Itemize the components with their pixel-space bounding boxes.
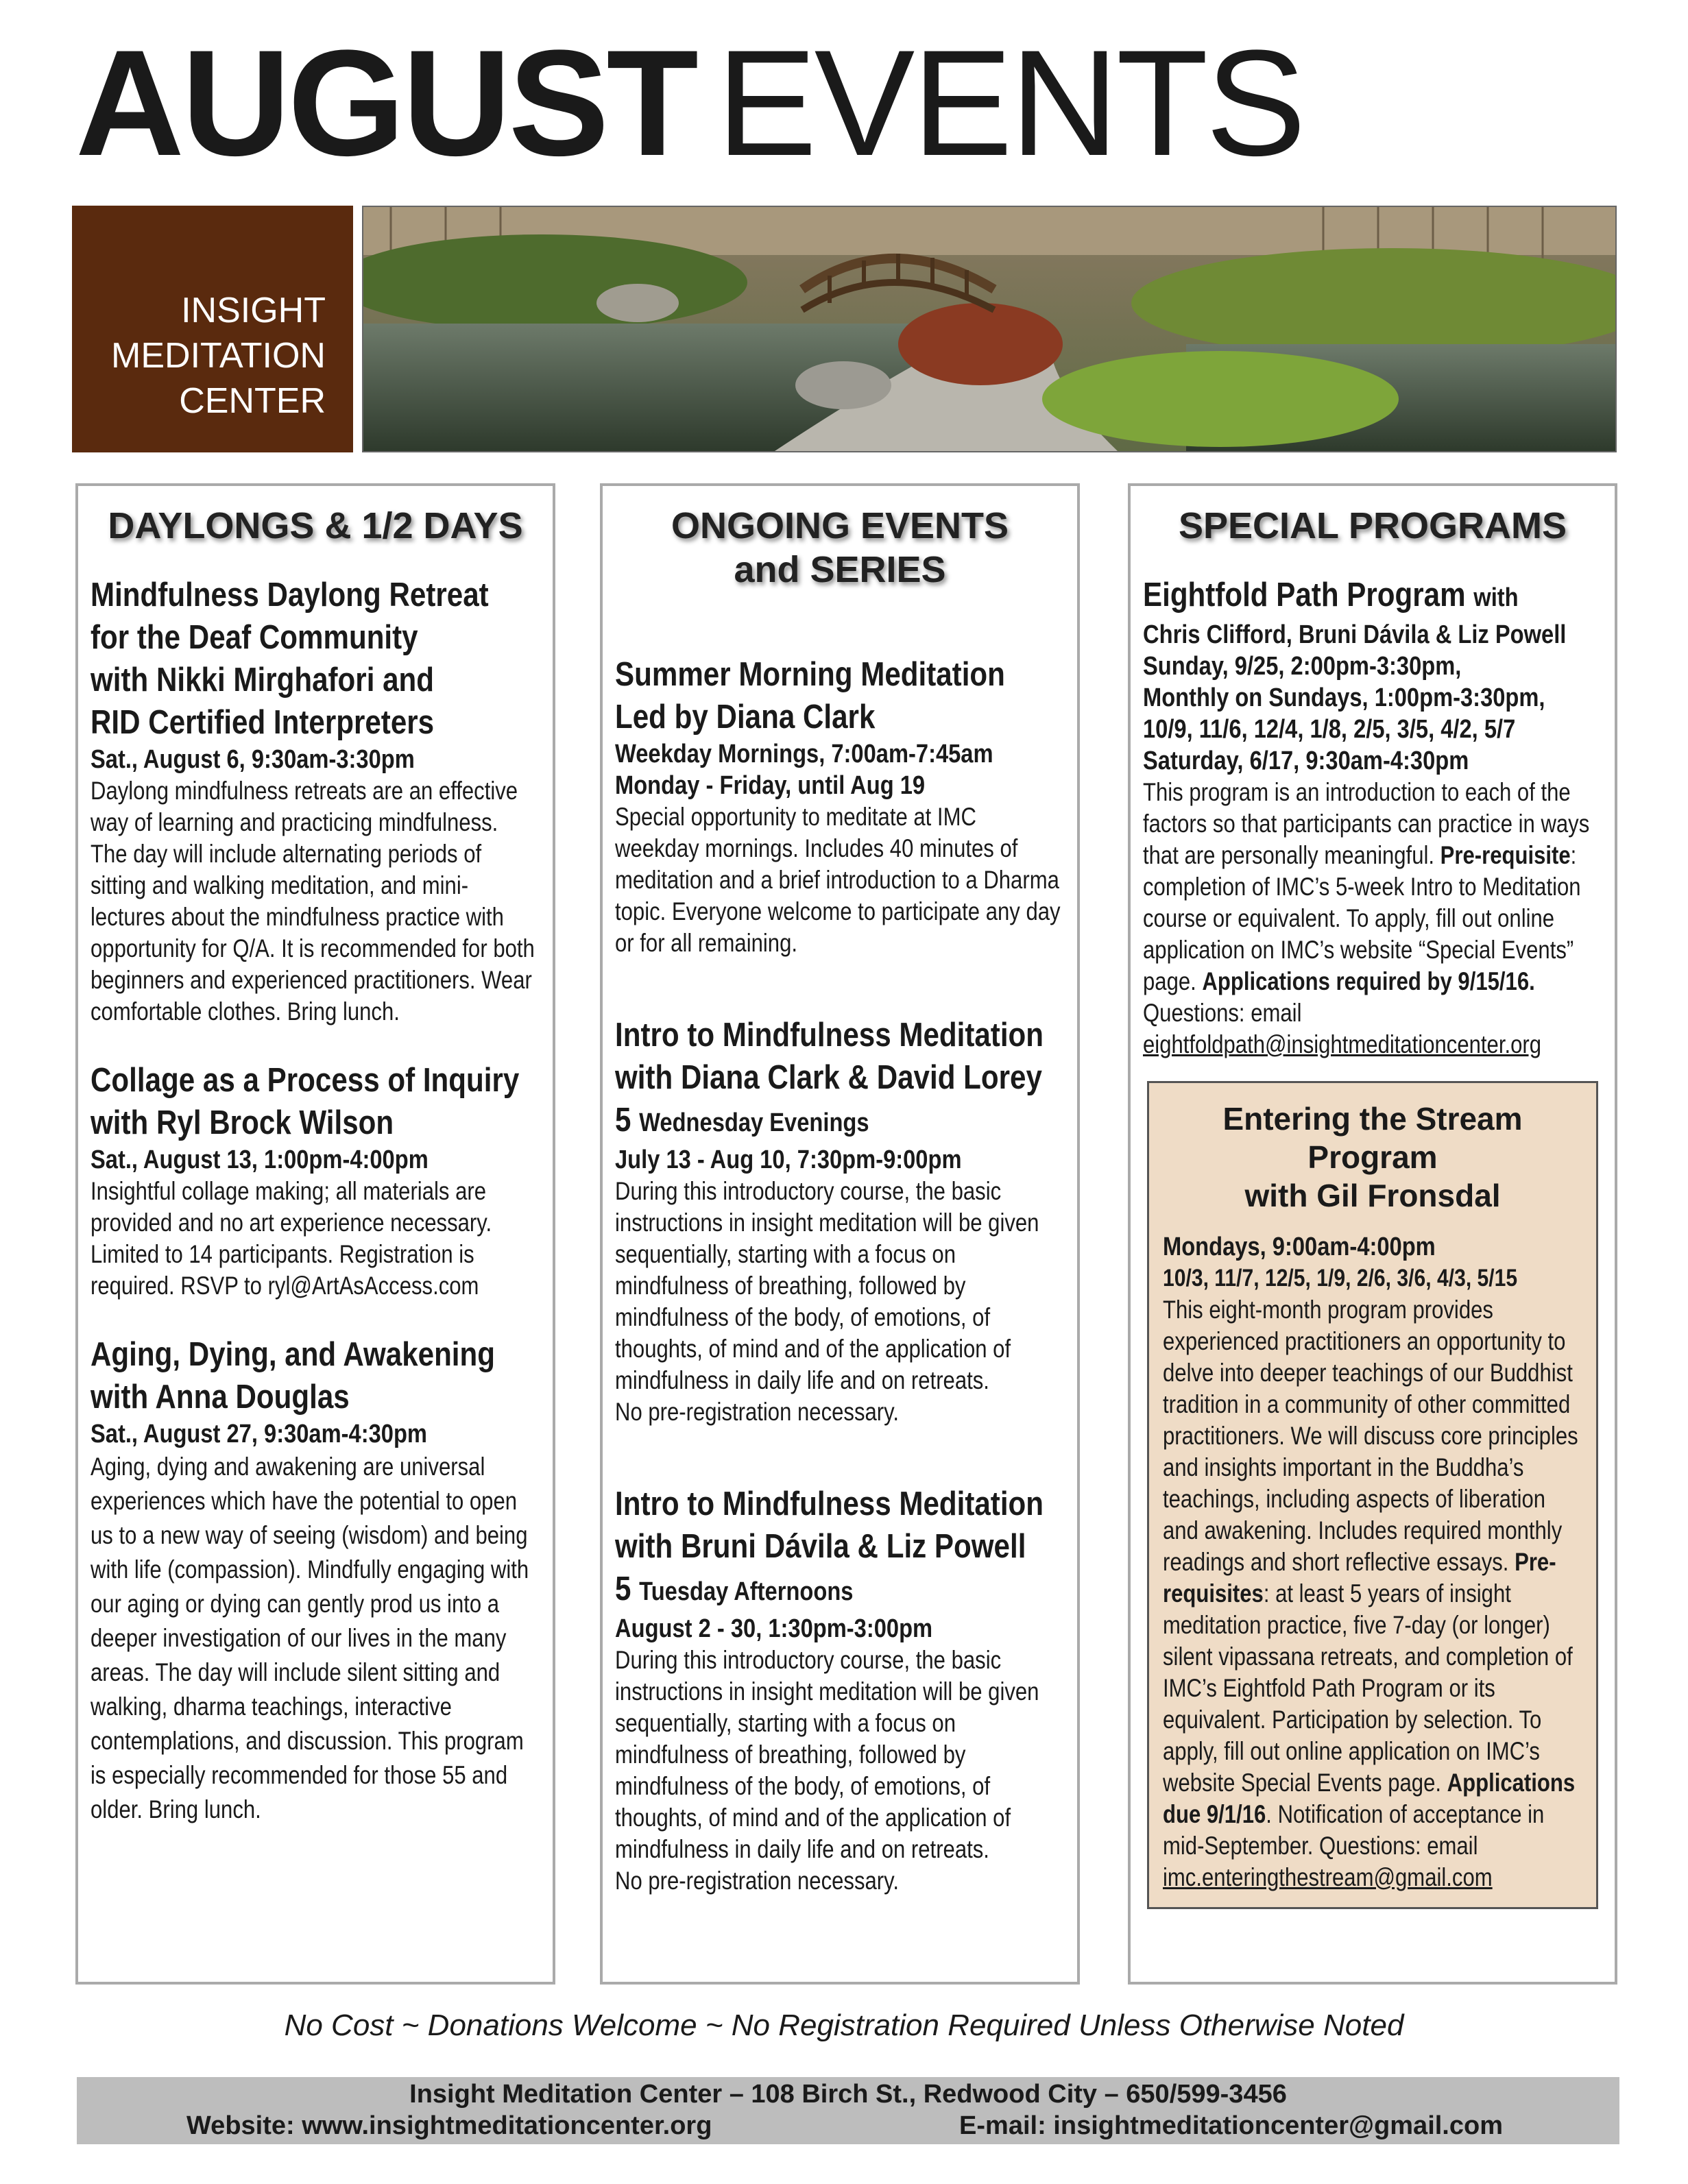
event-date: Saturday, 6/17, 9:30am-4:30pm: [1143, 747, 1469, 775]
column-heading: SPECIAL PROGRAMS: [1178, 505, 1567, 546]
title-bold: AUGUST: [75, 19, 696, 187]
after-text: . Notification of acceptance in mid-September. Questions: email: [1163, 1800, 1545, 1860]
column-heading: [615, 504, 1065, 592]
title-line: with Nikki Mirghafori and: [91, 662, 435, 699]
event-collage: [91, 1059, 540, 1302]
event-description: [1143, 777, 1602, 1060]
teachers: Chris Clifford, Bruni Dávila & Liz Powell: [1143, 620, 1567, 649]
event-description: Aging, dying and awakening are universal experiences which have the potential to open us to a new way of seeing (wisdom) and being with life (compassion). Mindfully engaging with our aging or dying can gently prod us into a deeper investigation of our lives in the many areas. The day will include silent sitting and walking, dharma teachings, interactive contemplations, and discussion. This program is especially recommended for those 55 and older. Bring lunch.: [91, 1453, 529, 1823]
eightfold-email-link[interactable]: eightfoldpath@insightmeditationcenter.org: [1143, 1030, 1542, 1058]
event-date: July 13 - Aug 10, 7:30pm-9:00pm: [615, 1145, 962, 1174]
event-date: 10/9, 11/6, 12/4, 1/8, 2/5, 3/5, 4/2, 5/7: [1143, 715, 1516, 744]
title-line: Led by Diana Clark: [615, 699, 876, 736]
series-name: Wednesday Evenings: [639, 1108, 869, 1137]
event-description: During this introductory course, the basic instructions in insight meditation will be given sequentially, starting with a focus on mindfulness of breathing, followed by mindfulness of the body, of emotions, of thoughts, of mind and of the application of mindfulness in daily life and on retreats.: [615, 1646, 1039, 1863]
title-line: with Diana Clark & David Lorey: [615, 1059, 1042, 1096]
prereq-label: Pre-requisite: [1440, 841, 1571, 869]
series-name: Tuesday Afternoons: [639, 1577, 854, 1606]
eightfold-program: [1143, 574, 1602, 1060]
event-date: August 2 - 30, 1:30pm-3:00pm: [615, 1614, 933, 1643]
deadline: Applications required by 9/15/16.: [1202, 967, 1535, 995]
event-date: Mondays, 9:00am-4:00pm: [1163, 1233, 1436, 1261]
title-line: Intro to Mindfulness Meditation: [615, 1017, 1044, 1054]
title-line: with Bruni Dávila & Liz Powell: [615, 1528, 1026, 1565]
special-programs-column: [1128, 483, 1617, 1985]
event-title: [91, 574, 539, 744]
prereq-text: : at least 5 years of insight meditation practice, five 7-day (or longer) silent vipassana retreats, and completion of IMC’s Eightfold Path Program or its equivalent. Participation by selection. To apply, fill out online application on IMC’s website Special Events page.: [1163, 1579, 1573, 1797]
daylongs-column: [75, 483, 555, 1985]
event-date: Monday - Friday, until Aug 19: [615, 771, 926, 800]
session-count: 5: [615, 1570, 631, 1607]
brand-line: INSIGHT: [181, 291, 326, 330]
footer-bar: [77, 2077, 1619, 2144]
event-intro-wednesday: [615, 1014, 1065, 1428]
footer-address: Insight Meditation Center – 108 Birch St., Redwood City – 650/599-3456: [409, 2080, 1287, 2109]
garden-photo: [362, 206, 1617, 452]
heading-line: ONGOING EVENTS: [671, 505, 1009, 546]
prereq-label: Pre-requisites: [1163, 1548, 1556, 1607]
event-description: Insightful collage making; all materials are provided and no art experience necessary. Limited to 14 participants. Registration is required. RSVP to ryl@ArtAsAccess.com: [91, 1177, 492, 1300]
title-line: Entering the Stream Program: [1222, 1101, 1523, 1175]
brand-line: CENTER: [179, 381, 326, 421]
event-title: [1163, 1100, 1582, 1215]
event-date: 10/3, 11/7, 12/5, 1/9, 2/6, 3/6, 4/3, 5/15: [1163, 1265, 1518, 1291]
event-deaf-retreat: [91, 574, 540, 1028]
title-line: Intro to Mindfulness Meditation: [615, 1485, 1044, 1522]
event-title: [91, 1059, 539, 1144]
stream-email-link[interactable]: imc.enteringthestream@gmail.com: [1163, 1863, 1493, 1891]
event-note: No pre-registration necessary.: [615, 1398, 900, 1426]
page-title: [75, 19, 1304, 187]
event-date: Weekday Mornings, 7:00am-7:45am: [615, 740, 993, 768]
title-line: for the Deaf Community: [91, 619, 418, 656]
column-heading: DAYLONGS & 1/2 DAYS: [108, 505, 523, 546]
footer-website[interactable]: Website: www.insightmeditationcenter.org: [186, 2111, 712, 2140]
event-date: Sat., August 6, 9:30am-3:30pm: [91, 745, 415, 774]
title-line: RID Certified Interpreters: [91, 704, 435, 741]
event-description: Special opportunity to meditate at IMC weekday mornings. Includes 40 minutes of meditation and a brief introduction to a Dharma topic. Everyone welcome to participate any day or for all remaining.: [615, 803, 1061, 957]
title-line: Mindfulness Daylong Retreat: [91, 577, 489, 614]
title-line: Collage as a Process of Inquiry: [91, 1062, 520, 1099]
event-description: During this introductory course, the basic instructions in insight meditation will be given sequentially, starting with a focus on mindfulness of breathing, followed by mindfulness of the body, of emotions, of thoughts, of mind and of the application of mindfulness in daily life and on retreats.: [615, 1177, 1039, 1394]
title-line: with Gil Fronsdal: [1244, 1178, 1501, 1213]
footer-email[interactable]: E-mail: insightmeditationcenter@gmail.com: [959, 2111, 1503, 2140]
event-title: [1143, 574, 1601, 619]
title-line: Aging, Dying, and Awakening: [91, 1336, 496, 1373]
stream-program-box: [1147, 1081, 1598, 1909]
garden-illustration: [363, 207, 1615, 451]
deadline: Applications due 9/1/16: [1163, 1769, 1576, 1828]
event-title: [615, 1014, 1063, 1144]
event-description: Daylong mindfulness retreats are an effective way of learning and practicing mindfulness. The day will include alternating periods of sitting and walking meditation, and mini-lectures about the mindfulness practice with opportunity for Q/A. It is recommended for both beginners and experienced practitioners. Wear comfortable clothes. Bring lunch.: [91, 777, 535, 1026]
prereq-text: : completion of IMC’s 5-week Intro to Meditation course or equivalent. To apply, fill out online application on IMC’s website “Special Events” page.: [1143, 841, 1581, 995]
event-aging: [91, 1333, 540, 1827]
event-date: Sat., August 27, 9:30am-4:30pm: [91, 1420, 427, 1448]
event-title: [615, 653, 1063, 738]
event-intro-tuesday: [615, 1483, 1065, 1897]
event-date: Sat., August 13, 1:00pm-4:00pm: [91, 1145, 429, 1174]
title-text: Eightfold Path Program: [1143, 577, 1466, 614]
title-line: with Ryl Brock Wilson: [91, 1104, 394, 1141]
desc-text: This program is an introduction to each of the factors so that participants can practice in ways that are personally meaningful.: [1143, 778, 1590, 869]
brand-line: MEDITATION: [111, 336, 326, 376]
title-suffix: with: [1473, 583, 1519, 612]
event-title: [91, 1333, 539, 1418]
desc-text: This eight-month program provides experienced practitioners an opportunity to delve into deeper teachings of our Buddhist tradition in a community of other committed practitioners. We will discuss core principles and insights important in the Buddha’s teachings, including aspects of liberation and awakening. Includes required monthly readings and short reflective essays.: [1163, 1296, 1578, 1576]
event-description: [1163, 1294, 1582, 1893]
event-summer-morning: [615, 653, 1065, 959]
event-note: No pre-registration necessary.: [615, 1867, 900, 1895]
session-count: 5: [615, 1102, 631, 1139]
brand-block: [72, 206, 353, 452]
title-line: with Anna Douglas: [91, 1379, 350, 1416]
ongoing-column: [600, 483, 1080, 1985]
event-title: [615, 1483, 1063, 1613]
tagline: No Cost ~ Donations Welcome ~ No Registration Required Unless Otherwise Noted: [284, 2009, 1404, 2042]
title-line: Summer Morning Meditation: [615, 656, 1005, 693]
questions-text: Questions: email: [1143, 999, 1302, 1027]
event-date: Sunday, 9/25, 2:00pm-3:30pm,: [1143, 652, 1462, 681]
heading-line: and SERIES: [734, 549, 946, 590]
title-light: EVENTS: [716, 19, 1304, 187]
event-date: Monthly on Sundays, 1:00pm-3:30pm,: [1143, 683, 1545, 712]
